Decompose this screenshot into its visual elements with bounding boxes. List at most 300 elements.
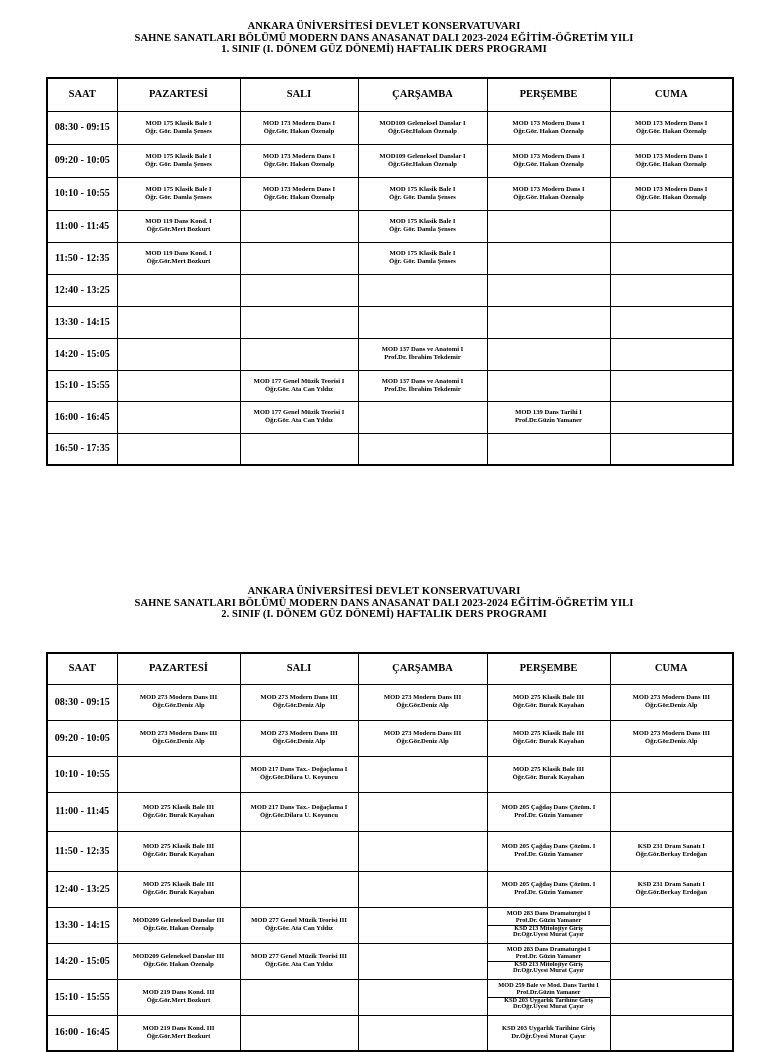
course-cell [358, 338, 487, 370]
course-entry [359, 730, 487, 745]
program-title: 2. SINIF (I. DÖNEM GÜZ DÖNEMİ) HAFTALIK DERS PROGRAMI [221, 609, 547, 620]
course-cell [358, 370, 487, 401]
empty-cell [487, 242, 610, 274]
empty-cell [610, 433, 733, 465]
time-slot: 16:50 - 17:35 [47, 433, 117, 465]
course-name: KSD 231 Dram Sanatı I [637, 881, 705, 889]
course-cell [240, 720, 358, 756]
course-name: MOD 175 Klasik Bale I [145, 185, 212, 193]
course-cell [487, 831, 610, 871]
course-entry [241, 409, 358, 424]
table-row [47, 210, 733, 242]
instructor-name: Prof.Dr. İbrahim Tekdemir [384, 385, 461, 393]
instructor-name: Öğr.Gör.Deniz Alp [152, 738, 205, 745]
empty-cell [240, 338, 358, 370]
empty-cell [487, 338, 610, 370]
course-name: MOD 219 Dans Kond. III [142, 989, 215, 997]
course-entry [241, 766, 358, 781]
time-slot: 09:20 - 10:05 [47, 144, 117, 177]
instructor-name: Prof.Dr. Güzin Yamaner [515, 917, 582, 924]
department-title: SAHNE SANATLARI BÖLÜMÜ MODERN DANS ANASANAT DALI 2023-2024 EĞİTİM-ÖĞRETİM YILI [134, 597, 634, 609]
empty-cell [610, 306, 733, 338]
course-cell [240, 907, 358, 943]
course-cell [358, 177, 487, 210]
course-cell [358, 144, 487, 177]
course-name: MOD 177 Genel Müzik Teorisi I [253, 409, 345, 417]
course-name: MOD 175 Klasik Bale I [145, 152, 212, 160]
course-entry [118, 804, 240, 819]
course-name: MOD 175 Klasik Bale I [389, 250, 456, 258]
table-row [47, 871, 733, 907]
empty-cell [487, 306, 610, 338]
instructor-name: Dr.Öğr.Üyesi Murat Çayır [513, 932, 584, 939]
empty-cell [240, 306, 358, 338]
course-cell [487, 401, 610, 433]
schedule-1-header [0, 21, 768, 56]
course-name: MOD 173 Modern Dans I [262, 185, 336, 193]
course-name: MOD 273 Modern Dans III [139, 694, 218, 702]
course-name: MOD 175 Klasik Bale I [145, 119, 212, 127]
course-cell [240, 177, 358, 210]
instructor-name: Öğr.Gör. Hakan Özenalp [635, 160, 707, 168]
course-name: MOD 273 Modern Dans III [139, 730, 218, 738]
instructor-name: Öğr.Gör. Hakan Özenalp [143, 925, 214, 932]
empty-cell [610, 792, 733, 831]
course-entry [241, 378, 358, 393]
course-entry [611, 120, 733, 135]
instructor-name: Öğr.Gör.Berkay Erdoğan [635, 889, 707, 896]
instructor-name: Öğr.Gör.Hakan Özenalp [388, 127, 457, 135]
course-entry [118, 250, 240, 265]
table-row [47, 684, 733, 720]
course-entry [488, 1025, 610, 1040]
course-name: MOD 175 Klasik Bale I [389, 185, 456, 193]
course-entry [241, 917, 358, 932]
empty-cell [240, 979, 358, 1015]
instructor-name: Prof.Dr. Güzin Yamaner [514, 811, 583, 819]
course-entry [118, 694, 240, 709]
course-cell [487, 111, 610, 144]
course-cell [358, 242, 487, 274]
course-entry [488, 120, 610, 135]
instructor-name: Prof.Dr. İbrahim Tekdemir [384, 354, 461, 361]
schedule-2-header [0, 586, 768, 621]
course-name: MOD 275 Klasik Bale III [512, 694, 585, 702]
course-cell [117, 943, 240, 979]
day-header: PERŞEMBE [487, 653, 610, 684]
empty-cell [487, 274, 610, 306]
instructor-name: Öğr.Gör. Ata Can Yıldız [265, 925, 333, 932]
course-entry [241, 694, 358, 709]
course-cell [117, 684, 240, 720]
time-slot: 11:50 - 12:35 [47, 242, 117, 274]
instructor-name: Öğr.Gör. Burak Kayahan [142, 851, 215, 858]
course-cell [487, 907, 610, 943]
course-cell [117, 907, 240, 943]
course-name: MOD 275 Klasik Bale III [142, 803, 215, 811]
course-cell [117, 144, 240, 177]
course-name: MOD 217 Dans Tax.- Doğaçlama I [250, 766, 348, 774]
course-entry [488, 409, 610, 424]
instructor-name: Öğr.Gör.Deniz Alp [645, 702, 698, 709]
course-cell [117, 831, 240, 871]
header-row [47, 653, 733, 684]
table-row [47, 792, 733, 831]
course-entry [488, 730, 610, 745]
table-row [47, 756, 733, 792]
course-name: KSD 213 Mitolojiye Giriş [514, 926, 583, 932]
course-name: MOD 273 Modern Dans III [383, 730, 462, 738]
course-entry [118, 917, 240, 932]
instructor-name: Öğr.Gör.Berkay Erdoğan [635, 851, 707, 858]
instructor-name: Öğr.Gör.Deniz Alp [396, 738, 449, 745]
empty-cell [240, 433, 358, 465]
table-row [47, 907, 733, 943]
course-cell [610, 684, 733, 720]
course-cell [117, 871, 240, 907]
course-entry [241, 186, 358, 201]
course-entry [488, 153, 610, 168]
time-slot: 13:30 - 14:15 [47, 907, 117, 943]
instructor-name: Öğr.Gör. Hakan Özenalp [263, 160, 335, 168]
time-slot: 11:50 - 12:35 [47, 831, 117, 871]
table-row [47, 943, 733, 979]
day-header: PAZARTESİ [117, 78, 240, 111]
time-slot: 14:20 - 15:05 [47, 338, 117, 370]
course-entry [241, 953, 358, 968]
course-name: MOD 205 Çağdaş Dans Çözüm. I [501, 803, 596, 811]
course-name: KSD 213 Mitolojiye Giriş [514, 962, 583, 968]
time-slot: 11:00 - 11:45 [47, 210, 117, 242]
course-entry [488, 881, 610, 896]
table-row [47, 401, 733, 433]
header-row [47, 78, 733, 111]
empty-cell [240, 831, 358, 871]
instructor-name: Öğr. Gör. Damla Şenses [145, 160, 212, 168]
table-row [47, 144, 733, 177]
course-entry [118, 881, 240, 896]
time-slot: 16:00 - 16:45 [47, 1015, 117, 1051]
course-entry [118, 843, 240, 858]
course-name: MOD 275 Klasik Bale III [512, 766, 585, 774]
course-name: MOD 273 Modern Dans III [260, 730, 338, 738]
empty-cell [358, 979, 487, 1015]
time-slot: 12:40 - 13:25 [47, 871, 117, 907]
schedule-2-table [46, 652, 734, 1052]
course-entry [359, 186, 487, 201]
course-entry [488, 926, 610, 940]
course-cell [117, 242, 240, 274]
instructor-name: Öğr. Gör. Damla Şenses [389, 258, 456, 265]
course-cell [240, 401, 358, 433]
instructor-name: Öğr.Gör.Mert Bozkurt [146, 258, 211, 265]
course-name: MOD 137 Dans ve Anatomi I [381, 346, 464, 354]
instructor-name: Öğr.Gör.Deniz Alp [396, 702, 449, 709]
course-entry [611, 153, 733, 168]
instructor-name: Öğr.Gör.Hakan Özenalp [388, 160, 457, 168]
course-cell [117, 210, 240, 242]
day-header: SALI [240, 78, 358, 111]
institution-title: ANKARA ÜNİVERSİTESİ DEVLET KONSERVATUVARI [247, 586, 521, 597]
time-slot: 08:30 - 09:15 [47, 684, 117, 720]
time-slot: 16:00 - 16:45 [47, 401, 117, 433]
course-entry [359, 346, 487, 361]
table-row [47, 1015, 733, 1051]
course-name: MOD 205 Çağdaş Dans Çözüm. I [501, 843, 596, 851]
empty-cell [117, 433, 240, 465]
course-name: MOD209 Geleneksel Danslar III [132, 917, 225, 925]
empty-cell [117, 370, 240, 401]
course-cell [487, 792, 610, 831]
course-cell [240, 111, 358, 144]
course-name: MOD 273 Modern Dans III [632, 730, 710, 738]
instructor-name: Dr.Öğr.Üyesi Murat Çayır [511, 1032, 586, 1040]
course-name: MOD 173 Modern Dans I [262, 119, 336, 127]
empty-cell [240, 242, 358, 274]
course-name: MOD 119 Dans Kond. I [145, 218, 212, 226]
course-cell [358, 111, 487, 144]
instructor-name: Öğr.Gör.Mert Bozkurt [146, 997, 211, 1004]
instructor-name: Öğr.Gör. Burak Kayahan [142, 889, 215, 896]
empty-cell [610, 756, 733, 792]
course-name: MOD 273 Modern Dans III [260, 694, 338, 702]
course-cell [240, 144, 358, 177]
instructor-name: Öğr.Gör. Burak Kayahan [142, 811, 215, 819]
course-name: MOD109 Geleneksel Danslar I [379, 152, 466, 160]
empty-cell [358, 871, 487, 907]
course-entry [488, 186, 610, 201]
course-entry [118, 153, 240, 168]
course-cell [610, 177, 733, 210]
course-name: MOD 259 Bale ve Mod. Dans Tarihi I [498, 983, 599, 990]
instructor-name: Öğr. Gör. Damla Şenses [389, 226, 456, 233]
instructor-name: Öğr.Gör.Deniz Alp [645, 738, 698, 745]
instructor-name: Prof.Dr. Güzin Yamaner [514, 889, 583, 896]
course-cell [240, 756, 358, 792]
course-entry [611, 694, 733, 709]
department-title: SAHNE SANATLARI BÖLÜMÜ MODERN DANS ANASANAT DALI 2023-2024 EĞİTİM-ÖĞRETİM YILI [134, 32, 634, 44]
course-name: MOD 277 Genel Müzik Teorisi III [251, 953, 347, 961]
instructor-name: Öğr.Gör.Dilara U. Koyuncu [259, 811, 339, 819]
course-entry [611, 730, 733, 745]
course-name: MOD 177 Genel Müzik Teorisi I [253, 377, 345, 385]
empty-cell [117, 756, 240, 792]
course-entry [488, 911, 610, 926]
instructor-name: Öğr.Gör. Ata Can Yıldız [265, 417, 333, 424]
institution-title: ANKARA ÜNİVERSİTESİ DEVLET KONSERVATUVARI [247, 21, 521, 32]
course-entry [241, 730, 358, 745]
course-entry [359, 250, 487, 265]
course-entry [118, 186, 240, 201]
empty-cell [610, 401, 733, 433]
table-row [47, 433, 733, 465]
instructor-name: Öğr.Gör.Deniz Alp [272, 702, 326, 709]
time-slot: 15:10 - 15:55 [47, 370, 117, 401]
course-entry [118, 120, 240, 135]
course-entry [488, 983, 610, 998]
course-name: MOD209 Geleneksel Danslar III [132, 953, 225, 961]
course-entry [488, 694, 610, 709]
course-cell [487, 979, 610, 1015]
course-entry [359, 153, 487, 168]
course-entry [488, 947, 610, 962]
course-cell [487, 144, 610, 177]
course-cell [487, 943, 610, 979]
day-header: ÇARŞAMBA [358, 653, 487, 684]
empty-cell [240, 274, 358, 306]
instructor-name: Öğr. Gör. Damla Şenses [145, 193, 212, 201]
empty-cell [487, 433, 610, 465]
empty-cell [610, 370, 733, 401]
course-cell [117, 111, 240, 144]
course-cell [240, 370, 358, 401]
time-slot: 10:10 - 10:55 [47, 177, 117, 210]
course-entry [611, 186, 733, 201]
course-entry [118, 1025, 240, 1040]
time-slot: 13:30 - 14:15 [47, 306, 117, 338]
instructor-name: Öğr.Gör. Hakan Özenalp [263, 193, 335, 201]
empty-cell [610, 274, 733, 306]
instructor-name: Öğr.Gör. Ata Can Yıldız [265, 385, 333, 393]
course-cell [487, 720, 610, 756]
course-cell [610, 871, 733, 907]
empty-cell [358, 1015, 487, 1051]
empty-cell [358, 306, 487, 338]
course-name: MOD 273 Modern Dans III [383, 694, 462, 702]
empty-cell [487, 210, 610, 242]
course-name: MOD 173 Modern Dans I [635, 152, 708, 160]
course-name: MOD 219 Dans Kond. III [142, 1025, 215, 1033]
course-cell [487, 1015, 610, 1051]
course-name: MOD 173 Modern Dans I [635, 185, 708, 193]
day-header: PAZARTESİ [117, 653, 240, 684]
course-name: MOD 275 Klasik Bale III [142, 843, 215, 851]
course-cell [117, 177, 240, 210]
empty-cell [358, 274, 487, 306]
course-entry [488, 766, 610, 781]
instructor-name: Öğr.Gör. Hakan Özenalp [263, 127, 335, 135]
course-entry [488, 998, 610, 1012]
course-entry [359, 378, 487, 393]
course-entry [118, 218, 240, 233]
instructor-name: Öğr.Gör. Hakan Özenalp [143, 961, 214, 968]
course-name: MOD 273 Modern Dans III [632, 694, 710, 702]
empty-cell [610, 907, 733, 943]
instructor-name: Öğr.Gör.Deniz Alp [152, 702, 205, 709]
course-name: MOD 275 Klasik Bale III [142, 881, 215, 889]
time-column-header: SAAT [47, 653, 117, 684]
empty-cell [117, 306, 240, 338]
empty-cell [610, 943, 733, 979]
instructor-name: Prof.Dr.Güzin Yamaner [516, 989, 581, 996]
table-row [47, 111, 733, 144]
course-cell [610, 144, 733, 177]
day-header: SALI [240, 653, 358, 684]
course-entry [488, 962, 610, 976]
instructor-name: Öğr.Gör. Burak Kayahan [512, 702, 585, 709]
instructor-name: Prof.Dr. Güzin Yamaner [515, 953, 582, 960]
instructor-name: Öğr.Gör. Hakan Özenalp [513, 160, 584, 168]
empty-cell [358, 401, 487, 433]
empty-cell [358, 943, 487, 979]
course-name: MOD 173 Modern Dans I [512, 152, 585, 160]
course-entry [118, 730, 240, 745]
course-entry [118, 953, 240, 968]
course-name: KSD 203 Uygarlık Tarihine Giriş [501, 1025, 596, 1033]
instructor-name: Dr.Öğr.Üyesi Murat Çayır [513, 968, 584, 975]
course-cell [240, 943, 358, 979]
empty-cell [240, 210, 358, 242]
course-cell [117, 792, 240, 831]
course-cell [487, 684, 610, 720]
instructor-name: Öğr.Gör.Deniz Alp [272, 738, 326, 745]
table-row [47, 177, 733, 210]
time-slot: 15:10 - 15:55 [47, 979, 117, 1015]
instructor-name: Öğr.Gör. Ata Can Yıldız [265, 961, 333, 968]
course-name: MOD 173 Modern Dans I [262, 152, 336, 160]
table-row [47, 370, 733, 401]
time-slot: 11:00 - 11:45 [47, 792, 117, 831]
course-name: MOD 277 Genel Müzik Teorisi III [251, 917, 347, 925]
course-entry [241, 804, 358, 819]
course-name: MOD 205 Çağdaş Dans Çözüm. I [501, 881, 596, 889]
instructor-name: Öğr.Gör.Mert Bozkurt [146, 1032, 211, 1040]
empty-cell [240, 1015, 358, 1051]
empty-cell [610, 1015, 733, 1051]
course-name: MOD 175 Klasik Bale I [389, 218, 456, 226]
table-row [47, 338, 733, 370]
course-cell [610, 720, 733, 756]
empty-cell [358, 831, 487, 871]
course-cell [358, 684, 487, 720]
course-entry [241, 153, 358, 168]
course-name: MOD 217 Dans Tax.- Doğaçlama I [250, 803, 348, 811]
course-cell [117, 1015, 240, 1051]
course-name: MOD 119 Dans Kond. I [145, 250, 212, 258]
course-name: MOD 173 Modern Dans I [635, 119, 708, 127]
day-header: PERŞEMBE [487, 78, 610, 111]
day-header: ÇARŞAMBA [358, 78, 487, 111]
course-name: MOD 283 Dans Dramaturgisi I [506, 911, 591, 918]
instructor-name: Öğr.Gör.Mert Bozkurt [146, 226, 211, 233]
course-entry [488, 843, 610, 858]
course-entry [359, 120, 487, 135]
course-cell [487, 756, 610, 792]
course-cell [610, 831, 733, 871]
course-name: MOD 173 Modern Dans I [512, 119, 585, 127]
time-slot: 09:20 - 10:05 [47, 720, 117, 756]
course-name: KSD 203 Uygarlık Tarihine Giriş [504, 998, 593, 1004]
course-entry [611, 881, 733, 896]
table-row [47, 242, 733, 274]
empty-cell [240, 871, 358, 907]
schedule-1-table [46, 77, 734, 466]
course-cell [240, 684, 358, 720]
instructor-name: Prof.Dr. Güzin Yamaner [514, 851, 583, 858]
course-entry [488, 804, 610, 819]
instructor-name: Prof.Dr.Güzin Yamaner [515, 417, 582, 424]
course-name: MOD 139 Dans Tarihi I [515, 409, 582, 417]
time-slot: 08:30 - 09:15 [47, 111, 117, 144]
course-entry [118, 989, 240, 1004]
empty-cell [358, 756, 487, 792]
table-row [47, 720, 733, 756]
time-slot: 14:20 - 15:05 [47, 943, 117, 979]
course-entry [241, 120, 358, 135]
empty-cell [487, 370, 610, 401]
time-slot: 12:40 - 13:25 [47, 274, 117, 306]
course-entry [611, 843, 733, 858]
